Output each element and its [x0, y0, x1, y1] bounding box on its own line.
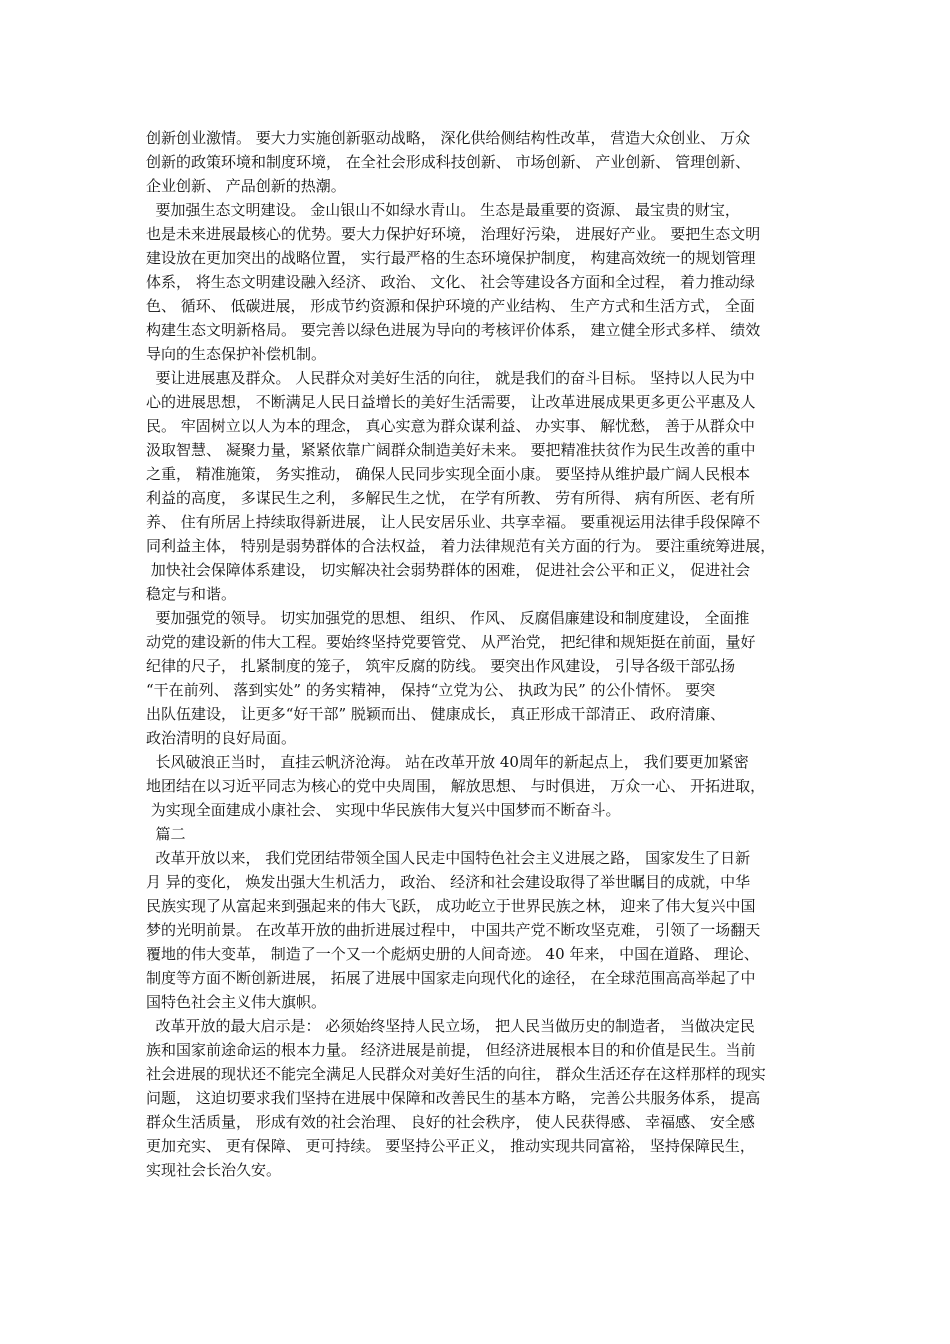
text-line: 长风破浪正当时， 直挂云帆济沧海。 站在改革开放 40周年的新起点上， 我们要更加紧密	[146, 753, 749, 771]
text-line: 群众生活质量， 形成有效的社会治理、 良好的社会秩序， 使人民获得感、 幸福感、 安全感	[146, 1113, 755, 1131]
text-line: 要加强生态文明建设。 金山银山不如绿水青山。 生态是最重要的资源、 最宝贵的财宝，	[146, 201, 740, 219]
text-line: 也是未来进展最核心的优势。要大力保护好环境， 治理好污染， 进展好产业。 要把生态文明	[146, 225, 761, 243]
text-line: 民。 牢固树立以人为本的理念， 真心实意为群众谋利益、 办实事、 解忧愁， 善于从群众中	[146, 417, 755, 435]
text-line: 构建生态文明新格局。 要完善以绿色进展为导向的考核评价体系， 建立健全形式多样、 绩效	[146, 321, 761, 339]
text-line: 稳定与和谐。	[146, 585, 237, 603]
text-line: 地团结在以习近平同志为核心的党中央周围， 解放思想、 与时俱进， 万众一心、 开拓进取，	[146, 777, 766, 795]
text-line: “干在前列、 落到实处” 的务实精神， 保持“立党为公、 执政为民” 的公仆情怀。 要突	[146, 681, 716, 699]
text-line: 体系， 将生态文明建设融入经济、 政治、 文化、 社会等建设各方面和全过程， 着力推动绿	[146, 273, 755, 291]
text-line: 改革开放以来， 我们党团结带领全国人民走中国特色社会主义进展之路， 国家发生了日新	[146, 849, 751, 867]
text-line: 社会进展的现状还不能完全满足人民群众对美好生活的向往， 群众生活还存在这样那样的现实	[146, 1065, 766, 1083]
text-line: 加快社会保障体系建设， 切实解决社会弱势群体的困难， 促进社会公平和正义， 促进社会	[146, 561, 751, 579]
text-line: 覆地的伟大变革， 制造了一个又一个彪炳史册的人间奇迹。 40 年来， 中国在道路、 理论、	[146, 945, 759, 963]
text-line: 政治清明的良好局面。	[146, 729, 297, 747]
text-line: 动党的建设新的伟大工程。要始终坚持党要管党、 从严治党， 把纪律和规矩挺在前面，量好	[146, 633, 756, 651]
text-line: 养、 住有所居上持续取得新进展， 让人民安居乐业、共享幸福。 要重视运用法律手段保障不	[146, 513, 761, 531]
text-line: 创新创业激情。 要大力实施创新驱动战略， 深化供给侧结构性改革， 营造大众创业、 万众	[146, 129, 751, 147]
text-line: 心的进展思想， 不断满足人民日益增长的美好生活需要， 让改革进展成果更多更公平惠及人	[146, 393, 756, 411]
text-line: 利益的高度， 多谋民生之利， 多解民生之忧， 在学有所教、 劳有所得、 病有所医、老有所	[146, 489, 755, 507]
text-line: 色、 循环、 低碳进展， 形成节约资源和保护环境的产业结构、 生产方式和生活方式， 全面	[146, 297, 755, 315]
text-line: 同利益主体， 特别是弱势群体的合法权益， 着力法律规范有关方面的行为。 要注重统筹进展，	[146, 537, 776, 555]
text-line: 实现社会长治久安。	[146, 1161, 282, 1179]
text-line: 为实现全面建成小康社会、 实现中华民族伟大复兴中国梦而不断奋斗。	[146, 801, 621, 819]
text-line: 企业创新、 产品创新的热潮。	[146, 177, 346, 195]
text-line: 要加强党的领导。 切实加强党的思想、 组织、 作风、 反腐倡廉建设和制度建设， 全面推	[146, 609, 750, 627]
text-line: 出队伍建设， 让更多“好干部” 脱颖而出、 健康成长， 真正形成干部清正、 政府清廉、	[146, 705, 726, 723]
text-line: 族和国家前途命运的根本力量。 经济进展是前提， 但经济进展根本目的和价值是民生。当前	[146, 1041, 756, 1059]
text-line: 民族实现了从富起来到强起来的伟大飞跃， 成功屹立于世界民族之林， 迎来了伟大复兴中国	[146, 897, 756, 915]
text-line: 篇二	[146, 825, 186, 843]
text-line: 改革开放的最大启示是： 必须始终坚持人民立场， 把人民当做历史的制造者， 当做决定民	[146, 1017, 755, 1035]
text-line: 问题， 这迫切要求我们坚持在进展中保障和改善民生的基本方略， 完善公共服务体系， 提高	[146, 1089, 761, 1107]
text-line: 导向的生态保护补偿机制。	[146, 345, 327, 363]
text-line: 制度等方面不断创新进展， 拓展了进展中国家走向现代化的途径， 在全球范围高高举起了中	[146, 969, 756, 987]
text-line: 要让进展惠及群众。 人民群众对美好生活的向往， 就是我们的奋斗目标。 坚持以人民为中	[146, 369, 755, 387]
text-line: 梦的光明前景。 在改革开放的曲折进展过程中， 中国共产党不断攻坚克难， 引领了一场翻天	[146, 921, 761, 939]
text-line: 创新的政策环境和制度环境， 在全社会形成科技创新、 市场创新、 产业创新、 管理创新、	[146, 153, 751, 171]
text-line: 月 异的变化， 焕发出强大生机活力， 政治、 经济和社会建设取得了举世瞩目的成就，中华	[146, 873, 751, 891]
text-line: 国特色社会主义伟大旗帜。	[146, 993, 327, 1011]
text-line: 更加充实、 更有保障、 更可持续。 要坚持公平正义， 推动实现共同富裕， 坚持保障民生，	[146, 1137, 755, 1155]
text-line: 建设放在更加突出的战略位置， 实行最严格的生态环境保护制度， 构建高效统一的规划管理	[146, 249, 756, 267]
text-line: 汲取智慧、 凝聚力量，紧紧依靠广阔群众制造美好未来。 要把精准扶贫作为民生改善的重中	[146, 441, 756, 459]
body-text	[146, 126, 818, 1182]
text-line: 纪律的尺子， 扎紧制度的笼子， 筑牢反腐的防线。 要突出作风建设， 引导各级干部弘扬	[146, 657, 736, 675]
text-line: 之重， 精准施策， 务实推动， 确保人民同步实现全面小康。 要坚持从维护最广阔人民根本	[146, 465, 751, 483]
